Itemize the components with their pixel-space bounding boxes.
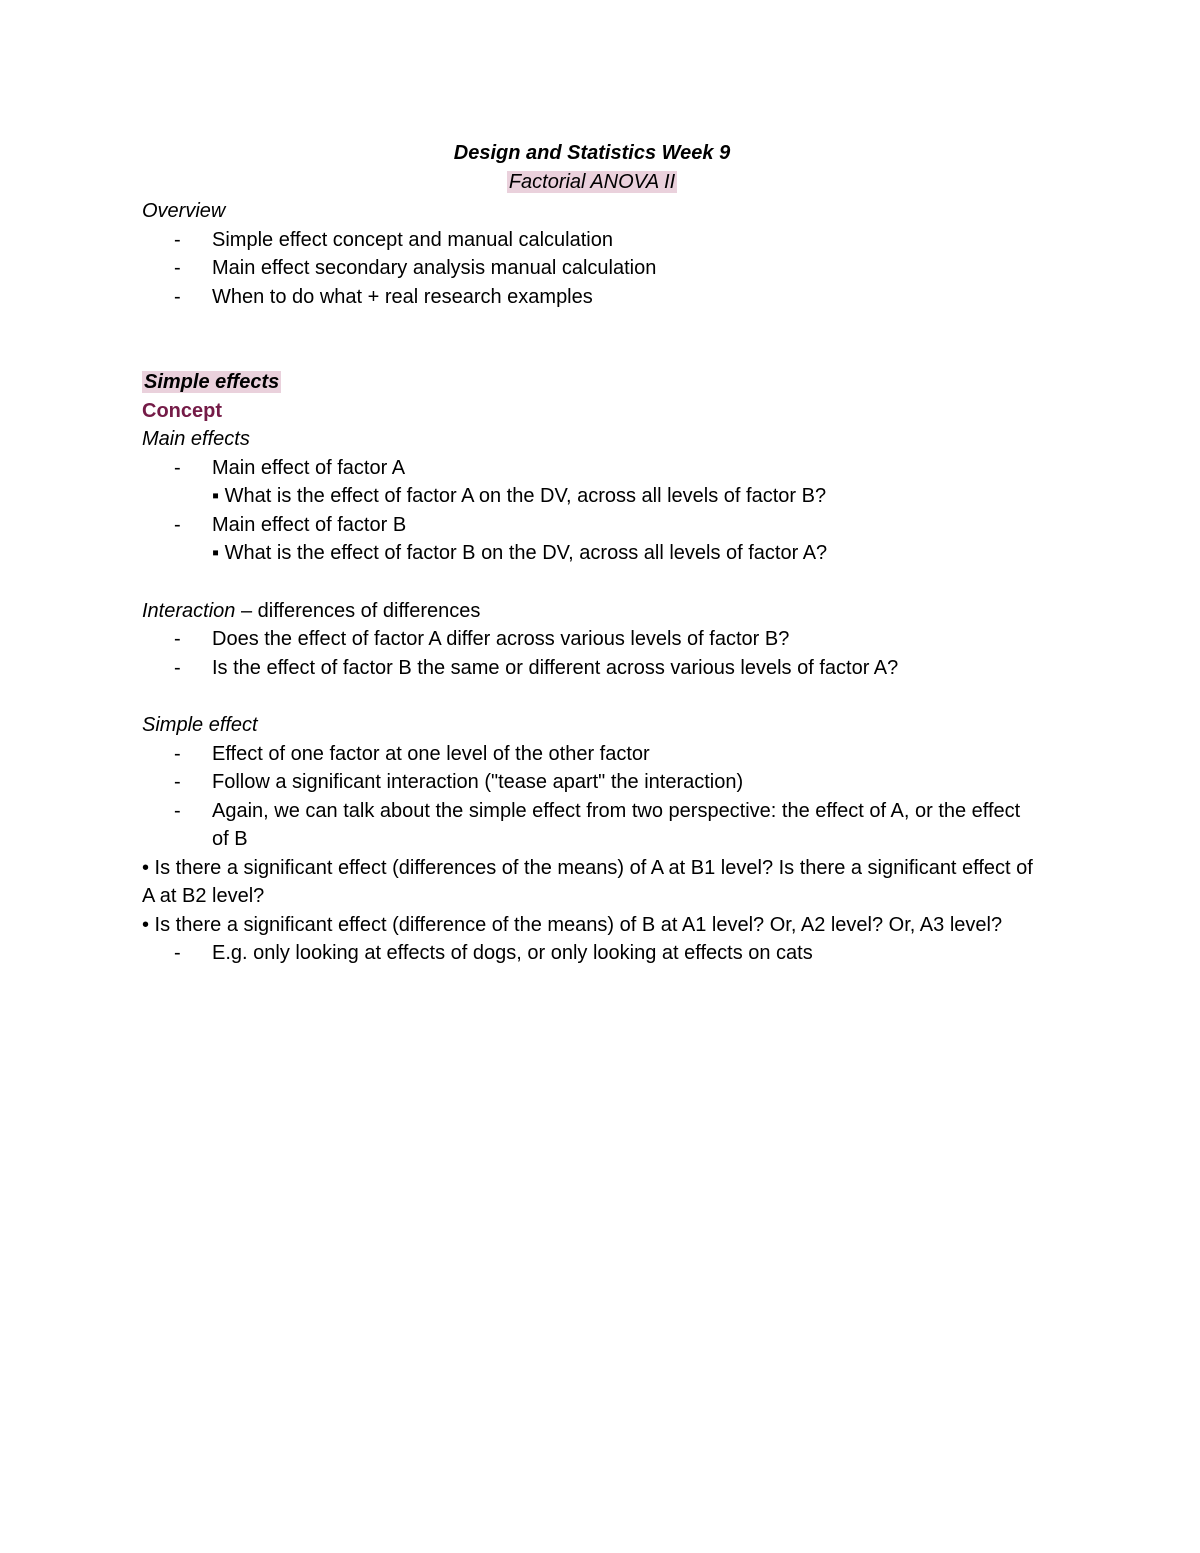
simple-effect-item-text: Again, we can talk about the simple effect from two perspective: the effect of A, or the effect of B	[212, 799, 1021, 850]
dash-bullet: -	[174, 799, 181, 822]
subtitle-highlight: Factorial ANOVA II	[508, 171, 676, 193]
dash-bullet: -	[174, 742, 181, 765]
dash-bullet: -	[174, 257, 181, 279]
simple-effect-example	[142, 939, 1042, 968]
simple-effect-item	[142, 797, 1042, 854]
simple-effect-bullet: • Is there a significant effect (difference of the means) of B at A1 level? Or, A2 level? Or, A3 level?	[142, 913, 1003, 936]
simple-effect-item	[142, 768, 1042, 797]
interaction-item	[142, 625, 1042, 654]
interaction-heading-label: Interaction	[142, 599, 236, 622]
simple-effect-heading: Simple effect	[142, 714, 258, 736]
document-subtitle	[142, 168, 1042, 197]
simple-effect-item-text: Effect of one factor at one level of the other factor	[212, 742, 650, 765]
main-effects-item	[142, 454, 1042, 483]
main-effects-heading: Main effects	[142, 428, 250, 450]
simple-effect-item-text: Follow a significant interaction ("tease apart" the interaction)	[212, 771, 744, 793]
dash-bullet: -	[174, 513, 181, 536]
dash-bullet: -	[174, 656, 181, 679]
main-effects-subitem: ▪ What is the effect of factor B on the DV, across all levels of factor A?	[212, 542, 828, 564]
simple-effect-bullet: • Is there a significant effect (differences of the means) of A at B1 level? Is there a significant effect of A at B2 level?	[142, 856, 1033, 907]
overview-item	[142, 254, 1042, 283]
dash-bullet: -	[174, 285, 181, 308]
overview-heading: Overview	[142, 200, 226, 222]
document-title: Design and Statistics Week 9	[453, 142, 731, 164]
concept-heading: Concept	[142, 399, 222, 422]
interaction-heading-rest: – differences of differences	[235, 599, 481, 622]
overview-item	[142, 283, 1042, 312]
spacer	[142, 682, 1042, 711]
main-effects-item	[142, 511, 1042, 540]
interaction-heading	[142, 597, 1042, 626]
spacer	[142, 568, 1042, 597]
overview-item-text: Main effect secondary analysis manual calculation	[212, 257, 657, 279]
dash-bullet: -	[174, 771, 181, 793]
document-page	[142, 139, 1042, 968]
main-effects-item-text: Main effect of factor B	[212, 513, 407, 536]
dash-bullet: -	[174, 456, 181, 479]
overview-item-text: When to do what + real research examples	[212, 285, 593, 308]
simple-effect-item	[142, 740, 1042, 769]
interaction-item-text: Is the effect of factor B the same or different across various levels of factor A?	[212, 656, 899, 679]
dash-bullet: -	[174, 628, 181, 650]
overview-item	[142, 226, 1042, 255]
simple-effects-heading	[142, 368, 1042, 397]
main-effects-item-text: Main effect of factor A	[212, 456, 406, 479]
spacer	[142, 311, 1042, 368]
overview-item-text: Simple effect concept and manual calculation	[212, 228, 613, 251]
simple-effects-heading-text: Simple effects	[144, 371, 280, 393]
dash-bullet: -	[174, 942, 181, 964]
dash-bullet: -	[174, 228, 181, 251]
main-effects-subitem: ▪ What is the effect of factor A on the DV, across all levels of factor B?	[212, 485, 827, 507]
simple-effect-example-text: E.g. only looking at effects of dogs, or only looking at effects on cats	[212, 942, 813, 964]
interaction-item-text: Does the effect of factor A differ across various levels of factor B?	[212, 628, 790, 650]
interaction-item	[142, 654, 1042, 683]
